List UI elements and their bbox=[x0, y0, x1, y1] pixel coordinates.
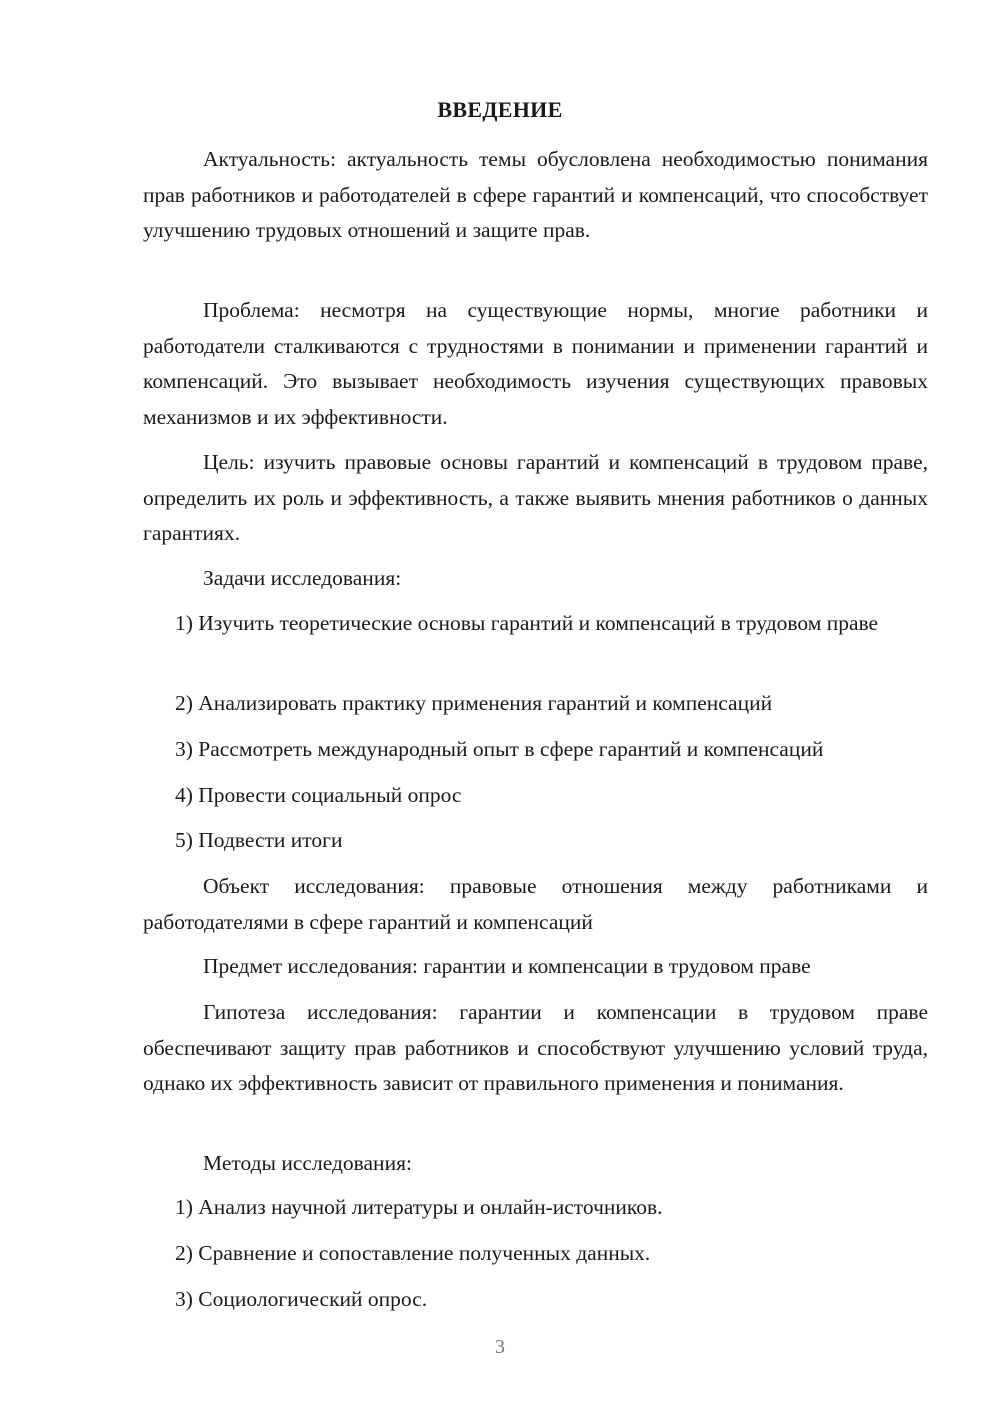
task-item-5-section bbox=[143, 823, 928, 859]
task-item-1-section bbox=[143, 606, 928, 642]
tasks-title-section bbox=[143, 561, 928, 597]
object-paragraph: Объект исследования: правовые отношения между работниками и работодателями в сфере гарантий и компенсаций bbox=[143, 874, 928, 934]
problem-paragraph: Проблема: несмотря на существующие нормы, многие работники и работодатели сталкиваются с трудностями в понимании и применении гарантий и компенсаций. Это вызывает необходимость изучения существующих правовых механизмов и их эффективности. bbox=[143, 298, 928, 429]
method-item-1-section bbox=[143, 1190, 928, 1226]
list-item: 1) Анализ научной литературы и онлайн-источников. bbox=[175, 1195, 663, 1219]
tasks-title: Задачи исследования: bbox=[203, 566, 402, 590]
hypothesis-paragraph: Гипотеза исследования: гарантии и компенсации в трудовом праве обеспечивают защиту прав работников и способствуют улучшению условий труда, однако их эффективность зависит от правильного применения и понимания. bbox=[143, 1000, 928, 1095]
hypothesis-section bbox=[143, 995, 928, 1102]
task-item-4-section bbox=[143, 778, 928, 814]
methods-title: Методы исследования: bbox=[203, 1151, 412, 1175]
list-item: 4) Провести социальный опрос bbox=[175, 783, 462, 807]
relevance-section bbox=[143, 142, 928, 249]
list-item: 2) Сравнение и сопоставление полученных данных. bbox=[175, 1241, 651, 1265]
method-item-3-section bbox=[143, 1282, 928, 1318]
problem-section bbox=[143, 293, 928, 435]
object-section bbox=[143, 869, 928, 940]
relevance-paragraph: Актуальность: актуальность темы обусловлена необходимостью понимания прав работников и работодателей в сфере гарантий и компенсаций, что способствует улучшению трудовых отношений и защите прав. bbox=[143, 147, 928, 242]
method-item-2-section bbox=[143, 1236, 928, 1272]
goal-section bbox=[143, 445, 928, 552]
task-item-2-section bbox=[143, 686, 928, 722]
page-title: ВВЕДЕНИЕ bbox=[437, 97, 563, 122]
goal-paragraph: Цель: изучить правовые основы гарантий и компенсаций в трудовом праве, определить их роль и эффективность, а также выявить мнения работников о данных гарантиях. bbox=[143, 450, 928, 545]
list-item: 3) Рассмотреть международный опыт в сфере гарантий и компенсаций bbox=[175, 737, 824, 761]
task-item-3-section bbox=[143, 732, 928, 768]
list-item: 2) Анализировать практику применения гарантий и компенсаций bbox=[175, 691, 773, 715]
methods-title-section bbox=[143, 1146, 928, 1182]
list-item: 3) Социологический опрос. bbox=[175, 1287, 428, 1311]
list-item: 5) Подвести итоги bbox=[175, 828, 343, 852]
subject-section bbox=[143, 949, 928, 985]
list-item: 1) Изучить теоретические основы гарантий и компенсаций в трудовом праве bbox=[175, 611, 879, 635]
subject-paragraph: Предмет исследования: гарантии и компенсации в трудовом праве bbox=[203, 954, 811, 978]
page-number: 3 bbox=[495, 1336, 505, 1358]
